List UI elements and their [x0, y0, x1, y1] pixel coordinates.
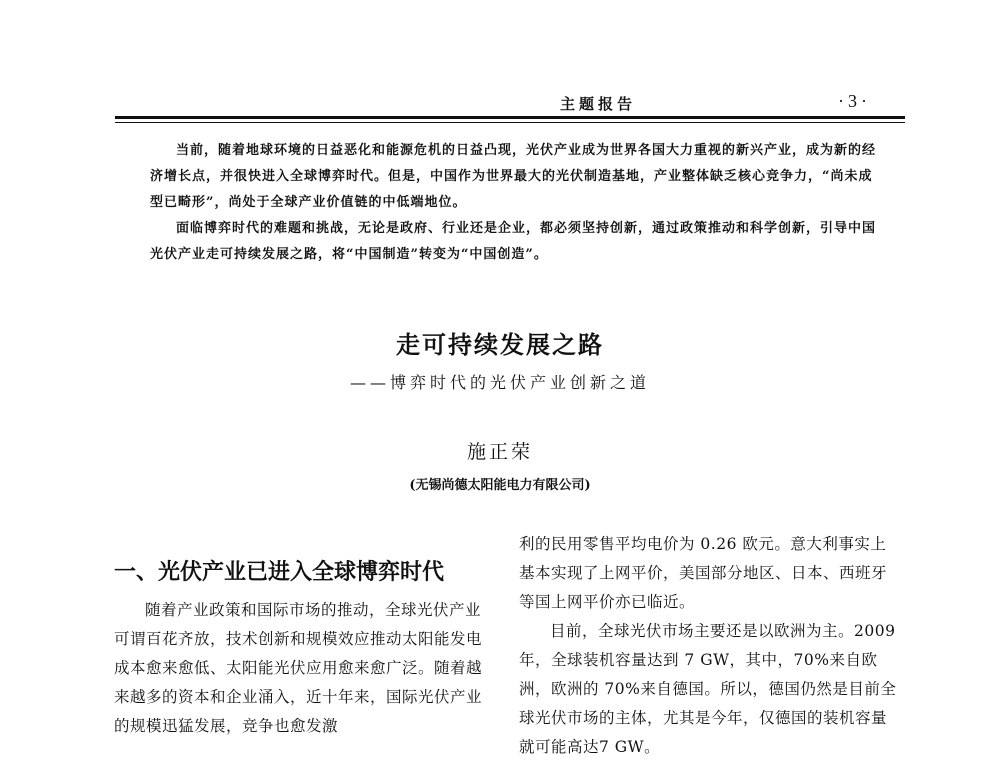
- abstract-paragraph-1: 当前，随着地球环境的日益恶化和能源危机的日益凸现，光伏产业成为世界各国大力重视的新兴产业，成为新的经济增长点，并很快进入全球博弈时代。但是，中国作为世界最大的光伏制造基地，产业整体缺乏核心竞争力，“尚未成型已畸形”，尚处于全球产业价值链的中低端地位。: [150, 143, 877, 210]
- abstract: [150, 138, 880, 268]
- article-subtitle: ——博弈时代的光伏产业创新之道: [349, 373, 650, 392]
- body-column-right: [519, 530, 899, 762]
- body-column-left: [114, 596, 492, 741]
- article-title: 走可持续发展之路: [396, 331, 604, 359]
- abstract-paragraph-2: 面临博弈时代的难题和挑战，无论是政府、行业还是企业，都必须坚持创新，通过政策推动和科学创新，引导中国光伏产业走可持续发展之路，将“中国制造”转变为“中国创造”。: [150, 221, 877, 262]
- body-paragraph-continued: 利的民用零售平均电价为 0.26 欧元。意大利事实上基本实现了上网平价，美国部分地区、日本、西班牙等国上网平价亦已临近。: [519, 535, 888, 611]
- author-affiliation: (无锡尚德太阳能电力有限公司): [409, 478, 591, 493]
- body-paragraph: 随着产业政策和国际市场的推动，全球光伏产业可谓百花齐放，技术创新和规模效应推动太阳能发电成本愈来愈低、太阳能光伏应用愈来愈广泛。随着越来越多的资本和企业涌入，近十年来，国际光伏产业的规模迅猛发展，竞争也愈发激: [114, 601, 483, 735]
- section-heading: 一、光伏产业已进入全球博弈时代: [114, 560, 445, 585]
- running-header-section: 主题报告: [560, 95, 637, 113]
- page-number: ·3·: [838, 91, 871, 111]
- body-paragraph: 目前，全球光伏市场主要还是以欧洲为主。2009 年，全球装机容量达到 7 GW，其中，70%来自欧洲，欧洲的 70%来自德国。所以，德国仍然是目前全球光伏市场的主体，尤其是今年，仅德国的装机容量就可能高达7 GW。: [519, 622, 897, 756]
- header-rule-thick: [115, 116, 905, 119]
- author-name: 施正荣: [466, 441, 533, 463]
- header-rule-thin: [115, 122, 905, 123]
